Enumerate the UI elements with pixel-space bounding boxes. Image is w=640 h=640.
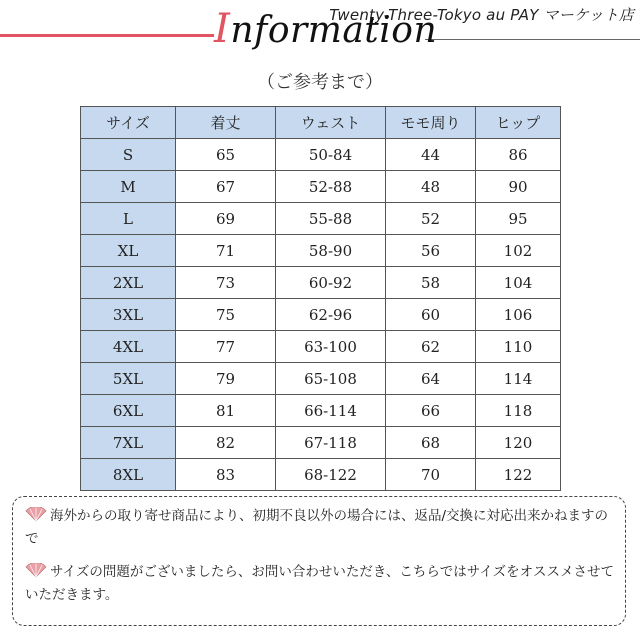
table-cell: 104 bbox=[476, 267, 561, 299]
table-row bbox=[81, 459, 561, 491]
title-rest: nformation bbox=[230, 10, 438, 51]
size-cell: 7XL bbox=[81, 427, 176, 459]
table-row bbox=[81, 331, 561, 363]
table-cell: 77 bbox=[176, 331, 276, 363]
table-cell: 79 bbox=[176, 363, 276, 395]
table-cell: 63-100 bbox=[276, 331, 386, 363]
folding-fan-icon bbox=[25, 563, 47, 578]
table-cell: 82 bbox=[176, 427, 276, 459]
accent-line-left bbox=[0, 34, 214, 37]
table-cell: 114 bbox=[476, 363, 561, 395]
folding-fan-icon bbox=[25, 507, 47, 522]
table-cell: 71 bbox=[176, 235, 276, 267]
table-cell: 52-88 bbox=[276, 171, 386, 203]
header-length: 着丈 bbox=[176, 107, 276, 139]
table-cell: 118 bbox=[476, 395, 561, 427]
subtitle: （ご参考まで） bbox=[257, 72, 383, 93]
table-cell: 90 bbox=[476, 171, 561, 203]
table-cell: 68 bbox=[386, 427, 476, 459]
size-cell: 5XL bbox=[81, 363, 176, 395]
size-cell: M bbox=[81, 171, 176, 203]
table-cell: 60 bbox=[386, 299, 476, 331]
table-cell: 60-92 bbox=[276, 267, 386, 299]
table-cell: 44 bbox=[386, 139, 476, 171]
size-cell: S bbox=[81, 139, 176, 171]
header-size: サイズ bbox=[81, 107, 176, 139]
size-cell: L bbox=[81, 203, 176, 235]
table-cell: 65 bbox=[176, 139, 276, 171]
size-cell: 8XL bbox=[81, 459, 176, 491]
table-row bbox=[81, 171, 561, 203]
table-cell: 56 bbox=[386, 235, 476, 267]
table-row bbox=[81, 203, 561, 235]
table-row bbox=[81, 395, 561, 427]
table-cell: 48 bbox=[386, 171, 476, 203]
notes-box bbox=[12, 496, 626, 626]
size-table bbox=[80, 106, 561, 491]
table-cell: 83 bbox=[176, 459, 276, 491]
table-cell: 55-88 bbox=[276, 203, 386, 235]
header-thigh: モモ周り bbox=[386, 107, 476, 139]
table-cell: 58-90 bbox=[276, 235, 386, 267]
table-cell: 70 bbox=[386, 459, 476, 491]
divider-line-right bbox=[425, 39, 640, 40]
table-cell: 102 bbox=[476, 235, 561, 267]
table-cell: 58 bbox=[386, 267, 476, 299]
table-cell: 106 bbox=[476, 299, 561, 331]
table-cell: 122 bbox=[476, 459, 561, 491]
table-row bbox=[81, 139, 561, 171]
table-cell: 120 bbox=[476, 427, 561, 459]
table-cell: 50-84 bbox=[276, 139, 386, 171]
table-cell: 68-122 bbox=[276, 459, 386, 491]
table-row bbox=[81, 235, 561, 267]
title-first-letter: I bbox=[214, 6, 231, 52]
table-cell: 66 bbox=[386, 395, 476, 427]
table-cell: 67 bbox=[176, 171, 276, 203]
table-cell: 62-96 bbox=[276, 299, 386, 331]
table-cell: 86 bbox=[476, 139, 561, 171]
table-cell: 67-118 bbox=[276, 427, 386, 459]
note-returns-text: 海外からの取り寄せ商品により、初期不良以外の場合には、返品/交換に対応出来かねますので bbox=[25, 508, 609, 547]
table-cell: 81 bbox=[176, 395, 276, 427]
page-title bbox=[214, 6, 437, 52]
table-row bbox=[81, 299, 561, 331]
table-row bbox=[81, 427, 561, 459]
table-header-row bbox=[81, 107, 561, 139]
table-cell: 95 bbox=[476, 203, 561, 235]
note-returns bbox=[25, 505, 621, 551]
note-size-help-text: サイズの問題がございましたら、お問い合わせいただき、こちらではサイズをオススメさせていただきます。 bbox=[25, 564, 615, 603]
table-body bbox=[81, 139, 561, 491]
size-cell: 2XL bbox=[81, 267, 176, 299]
table-cell: 66-114 bbox=[276, 395, 386, 427]
note-size-help bbox=[25, 561, 621, 607]
table-cell: 64 bbox=[386, 363, 476, 395]
size-cell: 4XL bbox=[81, 331, 176, 363]
table-cell: 110 bbox=[476, 331, 561, 363]
table-cell: 69 bbox=[176, 203, 276, 235]
header-hip: ヒップ bbox=[476, 107, 561, 139]
table-cell: 75 bbox=[176, 299, 276, 331]
size-cell: XL bbox=[81, 235, 176, 267]
table-cell: 62 bbox=[386, 331, 476, 363]
size-cell: 3XL bbox=[81, 299, 176, 331]
table-cell: 73 bbox=[176, 267, 276, 299]
shop-name: Twenty-Three-Tokyo au PAY マーケット店 bbox=[329, 6, 634, 24]
table-row bbox=[81, 363, 561, 395]
header-waist: ウェスト bbox=[276, 107, 386, 139]
table-cell: 52 bbox=[386, 203, 476, 235]
table-cell: 65-108 bbox=[276, 363, 386, 395]
size-cell: 6XL bbox=[81, 395, 176, 427]
table-row bbox=[81, 267, 561, 299]
